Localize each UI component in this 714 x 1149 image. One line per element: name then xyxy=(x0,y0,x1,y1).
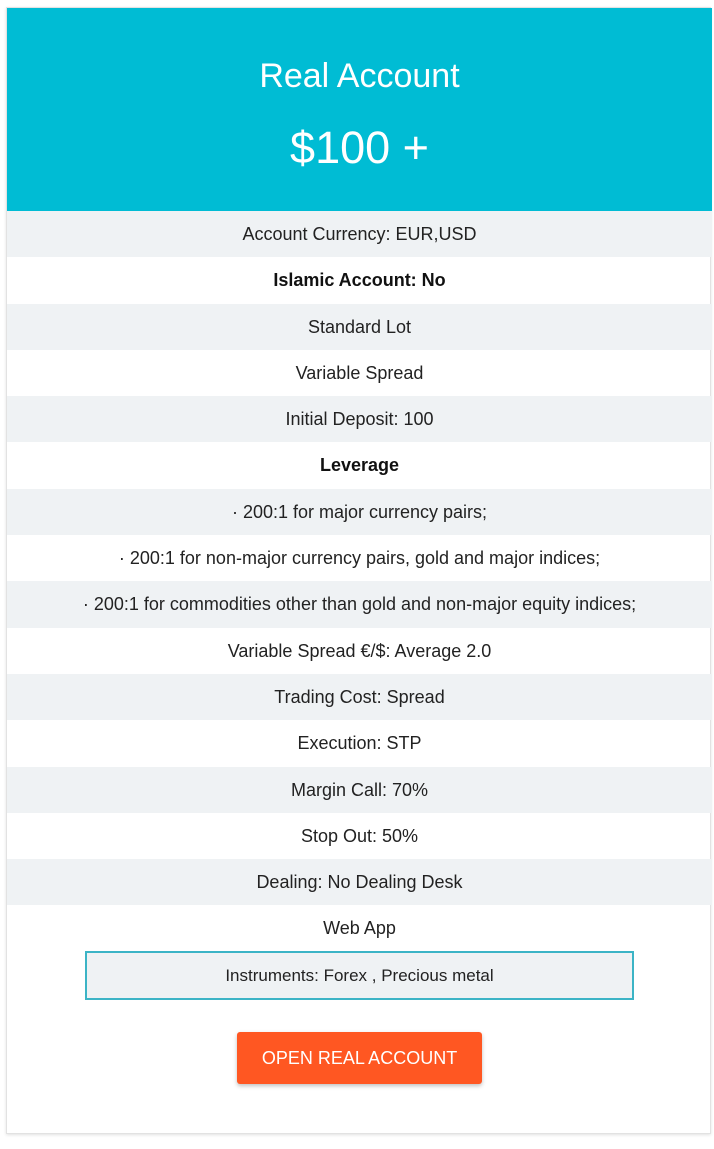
pricing-card xyxy=(6,7,711,1134)
feature-leverage-heading: Leverage xyxy=(319,455,400,476)
feature-stop-out: Stop Out: 50% xyxy=(300,825,419,846)
feature-variable-spread: Variable Spread xyxy=(295,362,424,383)
feature-dealing: Dealing: No Dealing Desk xyxy=(7,859,712,905)
card-header xyxy=(7,8,712,211)
feature-leverage-major-pairs: · 200:1 for major currency pairs; xyxy=(7,489,712,535)
open-real-account-button[interactable]: OPEN REAL ACCOUNT xyxy=(237,1032,482,1084)
account-price: $100 + xyxy=(290,122,429,173)
feature-initial-deposit: Initial Deposit: 100 xyxy=(7,396,712,442)
feature-margin-call: Margin Call: 70% xyxy=(7,767,712,813)
instruments-box: Instruments: Forex , Precious metal xyxy=(85,951,634,1000)
feature-leverage-commodities: · 200:1 for commodities other than gold and non-major equity indices; xyxy=(7,581,712,627)
feature-list xyxy=(7,211,712,952)
feature-trading-cost: Trading Cost: Spread xyxy=(7,674,712,720)
feature-leverage-non-major-pairs: · 200:1 for non-major currency pairs, gold and major indices; xyxy=(118,548,601,569)
feature-islamic-account: Islamic Account: No xyxy=(273,270,446,291)
feature-account-currency: Account Currency: EUR,USD xyxy=(7,211,712,257)
feature-standard-lot: Standard Lot xyxy=(7,304,712,350)
feature-web-app: Web App xyxy=(323,918,396,939)
account-title: Real Account xyxy=(259,57,460,95)
feature-execution: Execution: STP xyxy=(297,733,422,754)
feature-spread-average: Variable Spread €/$: Average 2.0 xyxy=(227,640,492,661)
